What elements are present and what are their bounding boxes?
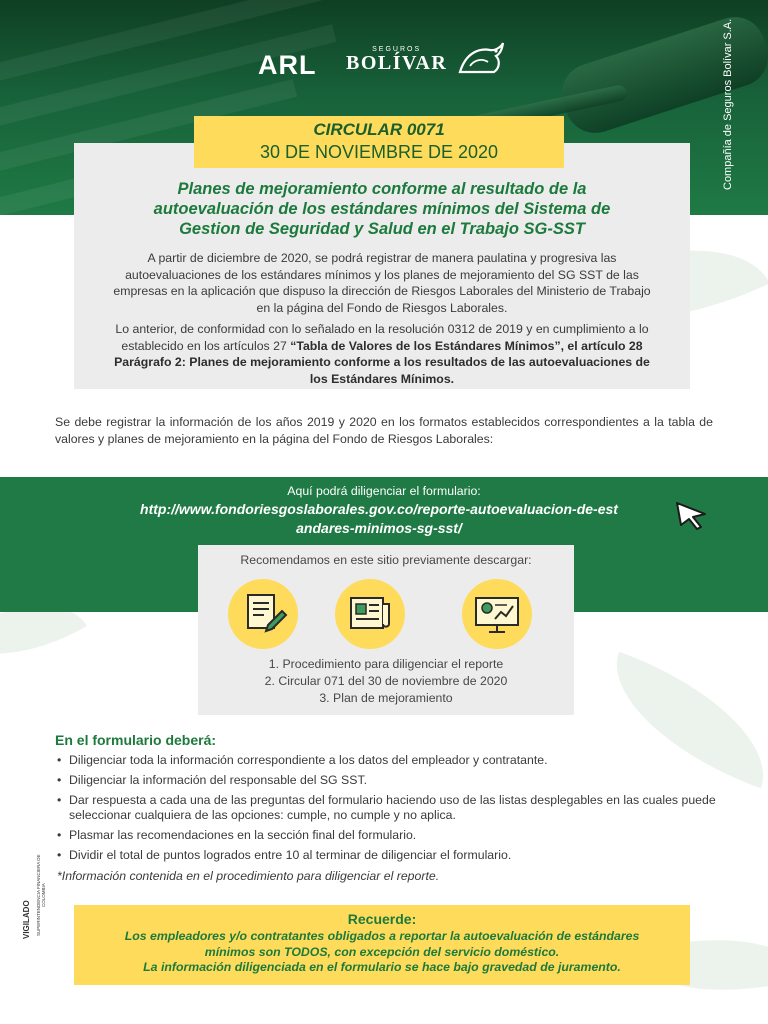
list-item: • Diligenciar toda la información correspondiente a los datos del empleador y contratante. <box>57 753 717 768</box>
circular-badge <box>194 116 564 168</box>
recommend-title: Recomendamos en este sitio previamente descargar: <box>240 553 532 567</box>
form-section-title: En el formulario deberá: <box>55 732 217 748</box>
recommend-list <box>198 656 574 707</box>
list-item: 3. Plan de mejoramiento <box>319 691 453 705</box>
form-link-label: Aquí podrá diligenciar el formulario: <box>287 484 481 498</box>
brand-logos <box>0 42 768 82</box>
list-item: • Dividir el total de puntos logrados entre 10 al terminar de diligenciar el formulario. <box>57 848 717 863</box>
list-item: 1. Procedimiento para diligenciar el reporte <box>268 657 504 671</box>
intro-headline: Planes de mejoramiento conforme al resultado de la autoevaluación de los estándares mínimos del Sistema de Gestion de Seguridad y Salud en el Trabajo SG-SST <box>153 180 611 238</box>
list-item: • Diligenciar la información del responsable del SG SST. <box>57 773 717 788</box>
reminder-title: Recuerde: <box>347 911 417 927</box>
register-paragraph: Se debe registrar la información de los años 2019 y 2020 en los formatos establecidos correspondientes a la tabla de valores y planes de mejoramiento en la página del Fondo de Riesgos Laborales: <box>55 415 713 446</box>
form-link-url[interactable]: http://www.fondoriesgoslaborales.gov.co/reporte-autoevaluacion-de-est andares-minimos-sg-sst/ <box>140 501 618 536</box>
newspaper-icon[interactable] <box>335 579 405 649</box>
circular-number: CIRCULAR 0071 <box>313 120 445 139</box>
seguros-bolivar-logo: SEGUROS BOLÍVAR <box>346 46 448 74</box>
list-item: • Plasmar las recomendaciones en la sección final del formulario. <box>57 828 717 843</box>
document-edit-icon[interactable] <box>228 579 298 649</box>
form-instructions-list <box>57 753 717 868</box>
list-item: • Dar respuesta a cada una de las preguntas del formulario haciendo uso de las listas desplegables en las cuales puede seleccionar cualquiera de las opciones: cumple, no cumple y no aplica. <box>57 793 717 823</box>
presentation-chart-icon[interactable] <box>462 579 532 649</box>
form-note: *Información contenida en el procedimiento para diligenciar el reporte. <box>57 869 440 883</box>
vigilado-seal: VIGILADO SUPERINTENDENCIA FINANCIERA DE COLOMBIA <box>22 854 46 940</box>
bolivar-horse-icon <box>456 42 506 76</box>
arl-logo: ARL <box>258 50 317 80</box>
company-side-text: Compañía de Seguros Bolívar S.A. <box>722 18 734 190</box>
list-item: 2. Circular 071 del 30 de noviembre de 2020 <box>264 674 508 688</box>
cursor-arrow-icon <box>674 500 710 530</box>
download-recommendations <box>198 545 574 715</box>
reminder-body: Los empleadores y/o contratantes obligados a reportar la autoevaluación de estándares mínimos son TODOS, con excepción del servicio doméstico. La información diligenciada en el formulario se hace bajo gravedad de juramento. <box>124 929 640 974</box>
reminder-box <box>74 905 690 985</box>
intro-paragraph-1: A partir de diciembre de 2020, se podrá registrar de manera paulatina y progresiva las autoevaluaciones de los estándares mínimos y los planes de mejoramiento del SG SST de las empresas en la aplicación que dispuso la dirección de Riesgos Laborales del Ministerio de Trabajo en la página del Fondo de Riesgos Laborales. <box>113 251 651 315</box>
intro-paragraph-2: Lo anterior, de conformidad con lo señalado en la resolución 0312 de 2019 y en cumplimiento a lo establecido en los artículos 27 “Tabla de Valores de los Estándares Mínimos”, el artículo 28 Parágrafo 2: Planes de mejoramiento conforme a los resultados de las autoevaluaciones de los Estándares Mínimos. <box>114 322 650 386</box>
intro-box <box>74 143 690 389</box>
circular-date: 30 DE NOVIEMBRE DE 2020 <box>259 142 499 162</box>
